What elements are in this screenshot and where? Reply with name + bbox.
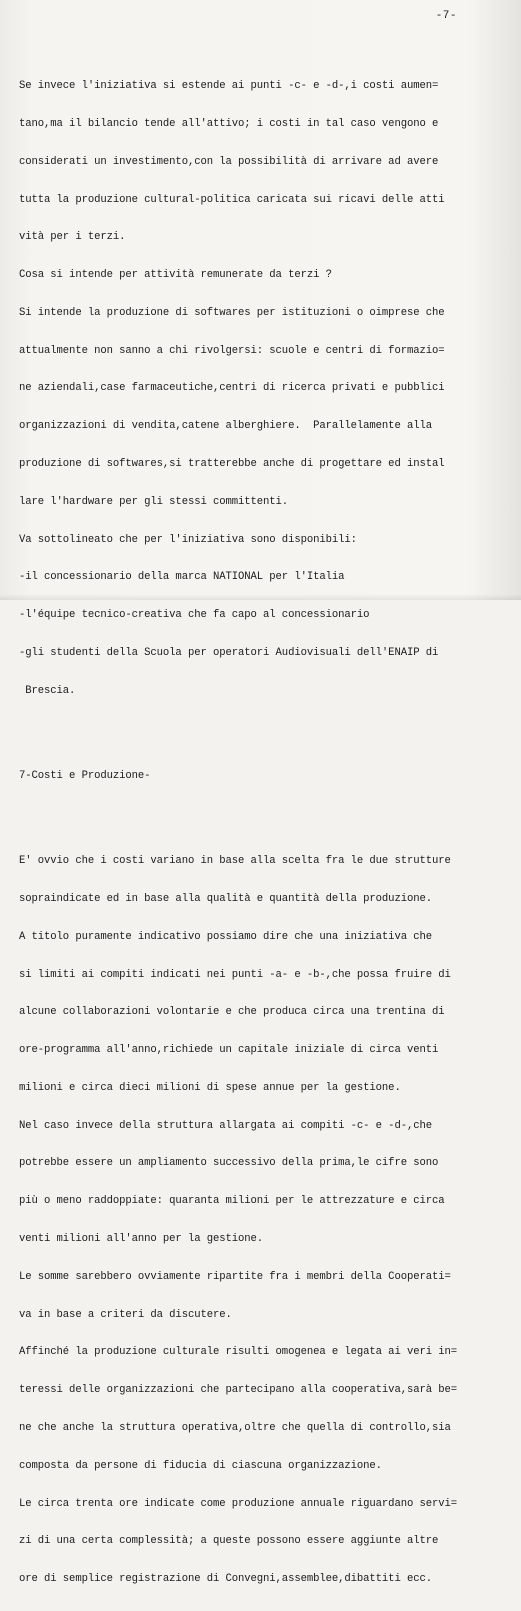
text-line: produzione di softwares,si tratterebbe anche di progettare ed instal: [19, 458, 445, 470]
text-line: Cosa si intende per attività remunerate da terzi ?: [19, 269, 332, 282]
text-line: va in base a criteri da discutere.: [19, 1308, 232, 1321]
text-line: zi di una certa complessità; a queste possono essere aggiunte altre: [19, 1535, 439, 1548]
text-line: ore-programma all'anno,richiede un capitale iniziale di circa venti: [19, 1044, 439, 1057]
text-line: -il concessionario della marca NATIONAL per l'Italia: [19, 571, 345, 584]
body-text: [19, 55, 509, 1611]
text-line: ne aziendali,case farmaceutiche,centri di ricerca privati e pubblici: [19, 382, 445, 395]
text-line: Nel caso invece della struttura allargata ai compiti -c- e -d-,che: [19, 1119, 432, 1132]
text-line: alcune collaborazioni volontarie e che produca circa una trentina di: [19, 1006, 445, 1019]
section-heading: 7-Costi e Produzione-: [19, 770, 151, 783]
text-line: ore di semplice registrazione di Convegni,assemblee,dibattiti ecc.: [19, 1573, 432, 1586]
text-line: Affinché la produzione culturale risulti omogenea e legata ai veri in=: [19, 1346, 458, 1359]
text-line: più o meno raddoppiate: quaranta milioni per le attrezzature e circa: [19, 1195, 445, 1208]
text-line: Se invece l'iniziativa si estende ai punti -c- e -d-,i costi aumen=: [19, 80, 439, 93]
text-line: si limiti ai compiti indicati nei punti -a- e -b-,che possa fruire di: [19, 968, 451, 981]
text-line: composta da persone di fiducia di ciascuna organizzazione.: [19, 1459, 382, 1472]
text-line: A titolo puramente indicativo possiamo dire che una iniziativa che: [19, 930, 432, 943]
text-line: ne che anche la struttura operativa,oltre che quella di controllo,sia: [19, 1421, 451, 1434]
text-line: lare l'hardware per gli stessi committenti.: [19, 495, 289, 508]
text-line: E' ovvio che i costi variano in base alla scelta fra le due strutture: [19, 855, 451, 868]
text-line: Va sottolineato che per l'iniziativa sono disponibili:: [19, 533, 357, 546]
text-line: milioni e circa dieci milioni di spese annue per la gestione.: [19, 1081, 401, 1094]
text-line: considerati un investimento,con la possibilità di arrivare ad avere: [19, 155, 439, 168]
text-line: organizzazioni di vendita,catene alberghiere. Parallelamente alla: [19, 420, 432, 433]
page-number: -7-: [435, 10, 457, 22]
text-line: Si intende la produzione di softwares per istituzioni o oimprese che: [19, 306, 445, 319]
text-line: Le somme sarebbero ovviamente ripartite fra i membri della Cooperati=: [19, 1270, 451, 1283]
page-shadow: [0, 594, 521, 600]
text-line: tano,ma il bilancio tende all'attivo; i costi in tal caso vengono e: [19, 117, 439, 130]
text-line: -l'équipe tecnico-creativa che fa capo al concessionario: [19, 609, 370, 622]
text-line: attualmente non sanno a chi rivolgersi: scuole e centri di formazio=: [19, 344, 445, 357]
text-line: Le circa trenta ore indicate come produzione annuale riguardano servi=: [19, 1497, 458, 1510]
text-line: sopraindicate ed in base alla qualità e quantità della produzione.: [19, 893, 432, 905]
text-line: teressi delle organizzazioni che partecipano alla cooperativa,sarà be=: [19, 1384, 458, 1397]
text-line: tutta la produzione cultural-politica caricata sui ricavi delle atti: [19, 193, 445, 206]
text-line: Brescia.: [19, 684, 76, 697]
text-line: venti milioni all'anno per la gestione.: [19, 1233, 264, 1246]
text-line: vità per i terzi.: [19, 231, 126, 244]
text-line: -gli studenti della Scuola per operatori Audiovisuali dell'ENAIP di: [19, 646, 439, 659]
text-line: potrebbe essere un ampliamento successivo della prima,le cifre sono: [19, 1157, 439, 1170]
